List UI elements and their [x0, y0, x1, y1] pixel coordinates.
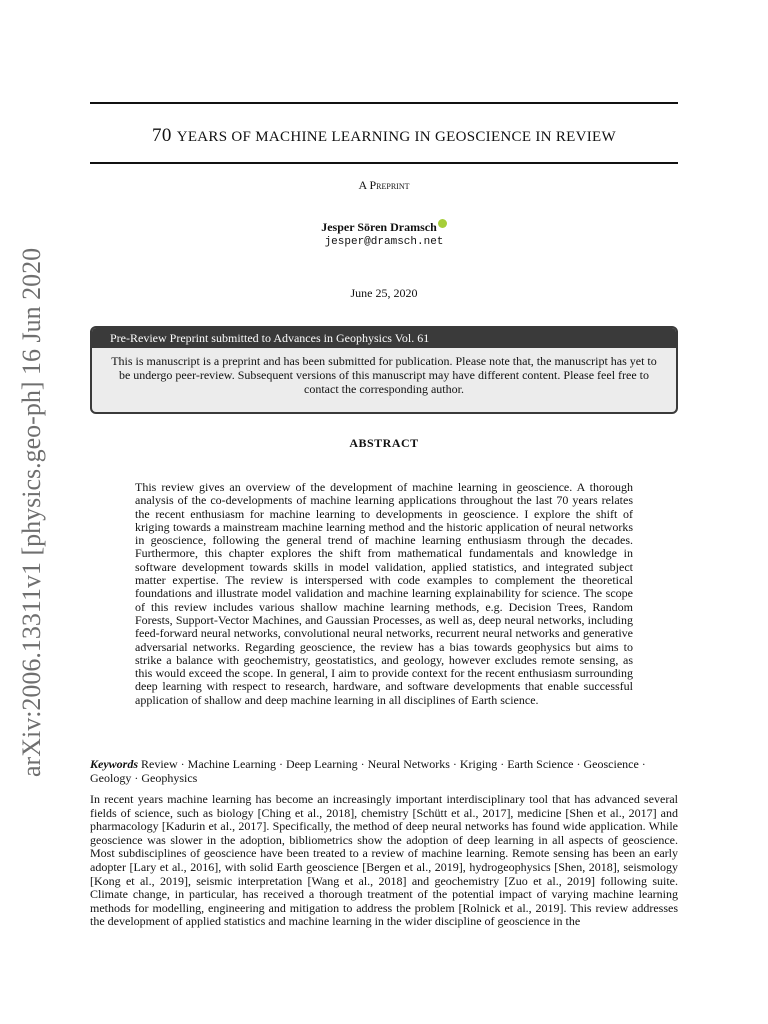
orcid-icon[interactable] — [438, 219, 447, 228]
title-rule-top — [90, 102, 678, 104]
title-rule-bottom — [90, 162, 678, 164]
paper-title — [90, 124, 678, 149]
title-number: 70 — [152, 125, 172, 146]
keywords-label: Keywords — [90, 757, 138, 771]
notice-body: This is manuscript is a preprint and has been submitted for publication. Please note that, the manuscript has yet to be undergo peer-review. Subsequent versions of this manuscript may have different content. Please feel free to contact the corresponding author. — [111, 354, 657, 396]
preprint-notice-box — [90, 326, 678, 414]
notice-heading: Pre-Review Preprint submitted to Advances in Geophysics Vol. 61 — [92, 328, 676, 348]
author-email[interactable]: jesper@dramsch.net — [324, 236, 444, 248]
preprint-label: A Preprint — [358, 178, 410, 192]
author-line — [90, 219, 678, 235]
keywords-text: Review · Machine Learning · Deep Learning · Neural Networks · Kriging · Earth Science · Geoscience · Geology · Geophysics — [90, 757, 646, 785]
intro-paragraph: In recent years machine learning has become an increasingly important interdisciplinary tool that has advanced several fields of science, such as biology [Ching et al., 2018], chemistry [Schütt et al., 2017], medicine [Shen et al., 2017] and pharmacology [Kadurin et al., 2017]. Specifically, the method of deep neural networks has found wide application. While geoscience was slower in the adoption, bibliometrics show the adoption of deep learning in all aspects of geoscience. Most subdisciplines of geoscience have been treated to a review of machine learning. Remote sensing has been an early adopter [Lary et al., 2016], with solid Earth geoscience [Bergen et al., 2019], hydrogeophysics [Shen, 2018], seismology [Kong et al., 2019], seismic interpretation [Wang et al., 2018] and geochemistry [Zuo et al., 2019] following suite. Climate change, in particular, has received a thorough treatment of the potential impact of varying machine learning methods for modelling, engineering and mitigation to address the problem [Rolnick et al., 2019]. This review addresses the development of applied statistics and machine learning in the wider discipline of geoscience in the — [90, 792, 678, 929]
abstract-heading: ABSTRACT — [349, 436, 419, 450]
arxiv-identifier: arXiv:2006.13311v1 [physics.geo-ph] 16 Jun 2020 — [17, 247, 46, 778]
title-text: YEARS OF MACHINE LEARNING IN GEOSCIENCE IN REVIEW — [176, 129, 616, 145]
abstract-text: This review gives an overview of the development of machine learning in geoscience. A thorough analysis of the co-developments of machine learning applications throughout the last 70 years relates the recent enthusiasm for machine learning to developments in geoscience. I explore the shift of kriging towards a mainstream machine learning method and the historic application of neural networks in geoscience, following the general trend of machine learning enthusiasm through the decades. Furthermore, this chapter explores the shift from mathematical fundamentals and knowledge in software development towards skills in model validation, applied statistics, and integrated subject matter expertise. The review is interspersed with code examples to complement the theoretical foundations and illustrate model validation and machine learning explainability for science. The scope of this review includes various shallow machine learning methods, e.g. Decision Trees, Random Forests, Support-Vector Machines, and Gaussian Processes, as well as, deep neural networks, including feed-forward neural networks, convolutional neural networks, recurrent neural networks and generative adversarial networks. Regarding geoscience, the review has a bias towards geophysics but aims to strike a balance with geochemistry, geostatistics, and geology, however excludes remote sensing, as this would exceed the scope. In general, I aim to provide context for the recent enthusiasm surrounding deep learning with respect to research, hardware, and software developments that enable successful application of shallow and deep machine learning in all disciplines of Earth science. — [135, 480, 633, 707]
author-name: Jesper Sören Dramsch — [321, 220, 437, 234]
paper-date: June 25, 2020 — [350, 286, 418, 300]
keywords-line — [90, 757, 678, 785]
